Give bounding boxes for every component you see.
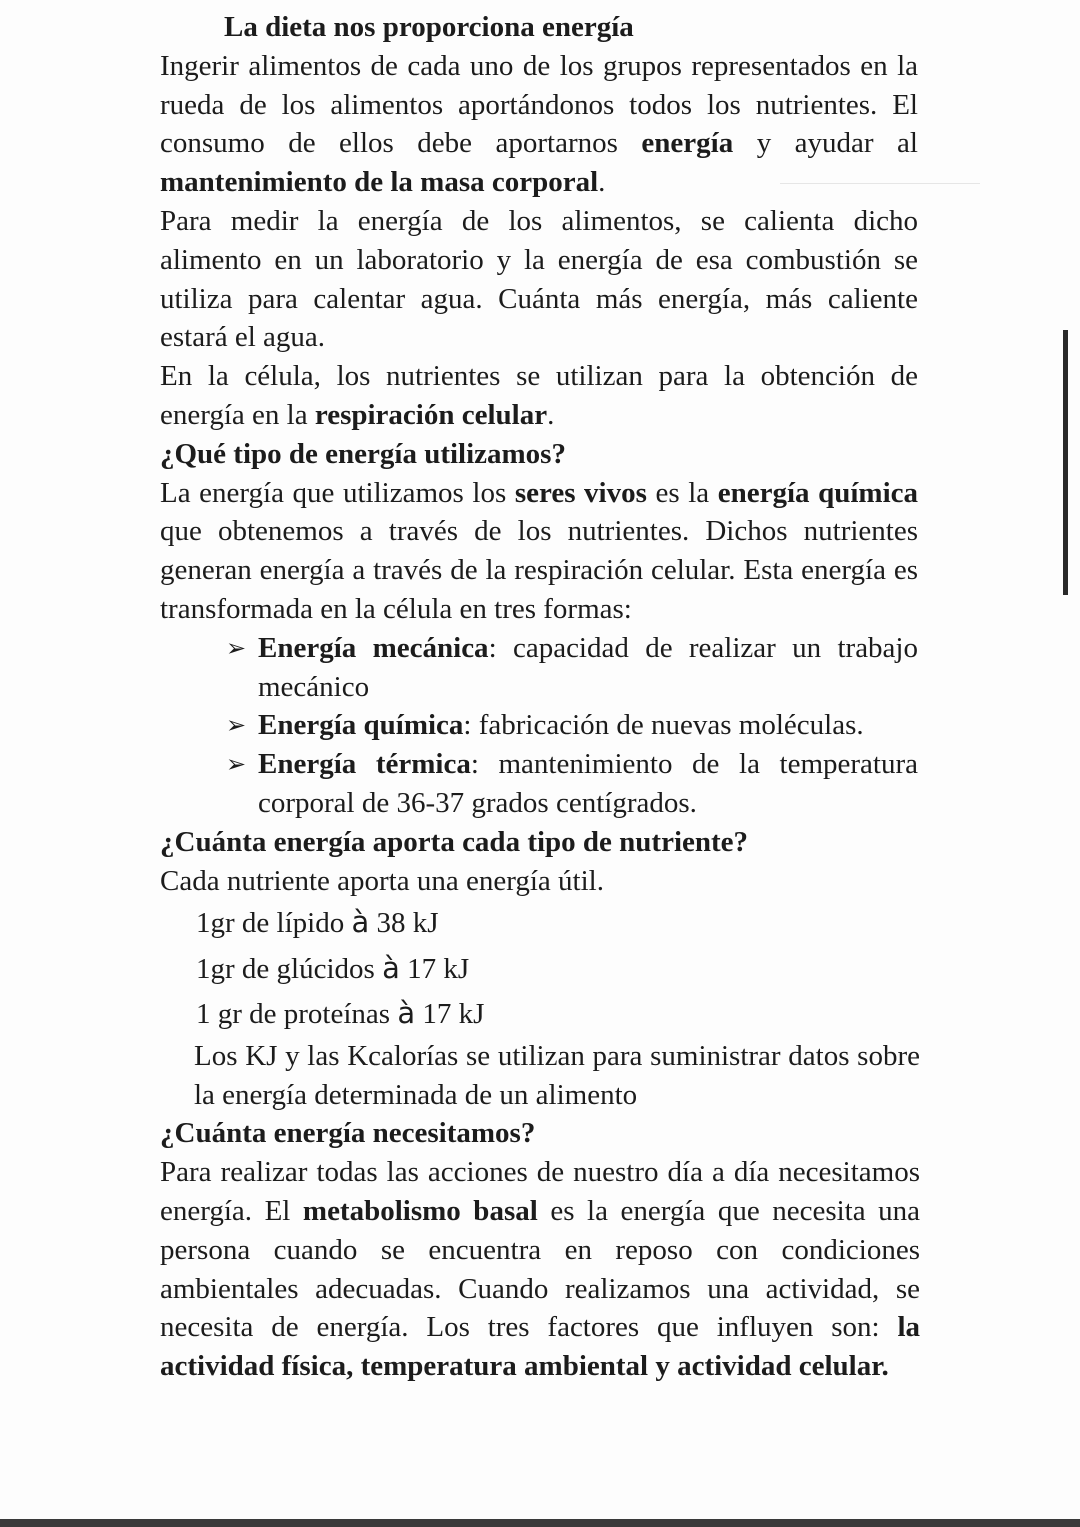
scan-edge-right [1063,330,1068,595]
document-body [160,8,921,1386]
list-item: 1 gr de proteínas à 17 kJ [196,996,485,1031]
energy-type-paragraph: La energía que utilizamos los seres vivos es la energía química que obtenemos a través de los nutrientes. Dichos nutrientes generan energía a través de la respiración celular. Esta energía es transformada en la célula en tres formas: [160,476,919,625]
list-item: 1gr de lípido à 38 kJ [196,905,439,940]
list-item: ➢ Energía mecánica: capacidad de realizar un trabajo mecánico [226,629,918,707]
arrow-bullet-icon: ➢ [226,750,247,779]
nutrient-energy-intro: Cada nutriente aporta una energía útil. [160,864,604,897]
energy-forms-list [160,629,918,823]
arrow-bullet-icon: ➢ [226,633,247,662]
intro-paragraph-2: Para medir la energía de los alimentos, se calienta dicho alimento en un laboratorio y la energía de esa combustión se utiliza para calentar agua. Cuánta más energía, más caliente estará el agua. [160,204,918,354]
page-title: La dieta nos proporciona energía [224,11,634,43]
energy-values-list [196,900,918,1037]
intro-paragraph-1: Ingerir alimentos de cada uno de los grupos representados en la rueda de los alimentos aportándonos todos los nutrientes. El consumo de ellos debe aportarnos energía y ayudar al mantenimiento de la masa corporal. [160,49,918,199]
scan-edge-bottom [0,1519,1080,1527]
energy-needs-paragraph: Para realizar todas las acciones de nuestro día a día necesitamos energía. El metabolismo basal es la energía que necesita una persona cuando se encuentra en reposo con condiciones ambientales adecuadas. Cuando realizamos una actividad, se necesita de energía. Los tres factores que influyen son: la actividad física, temperatura ambiental y actividad celular. [160,1156,921,1383]
section-heading-energy-type: ¿Qué tipo de energía utilizamos? [160,437,566,470]
units-note: Los KJ y las Kcalorías se utilizan para suministrar datos sobre la energía determinada de un alimento [194,1039,920,1111]
intro-paragraph-3: En la célula, los nutrientes se utilizan para la obtención de energía en la respiración celular. [160,360,918,431]
list-item: ➢ Energía térmica: mantenimiento de la temperatura corporal de 36-37 grados centígrados. [226,745,918,823]
section-heading-nutrient-energy: ¿Cuánta energía aporta cada tipo de nutriente? [160,825,749,858]
list-item: ➢ Energía química: fabricación de nuevas moléculas. [226,706,918,745]
list-item: 1gr de glúcidos à 17 kJ [196,950,470,985]
section-heading-energy-needs: ¿Cuánta energía necesitamos? [160,1117,536,1150]
arrow-bullet-icon: ➢ [226,711,247,740]
